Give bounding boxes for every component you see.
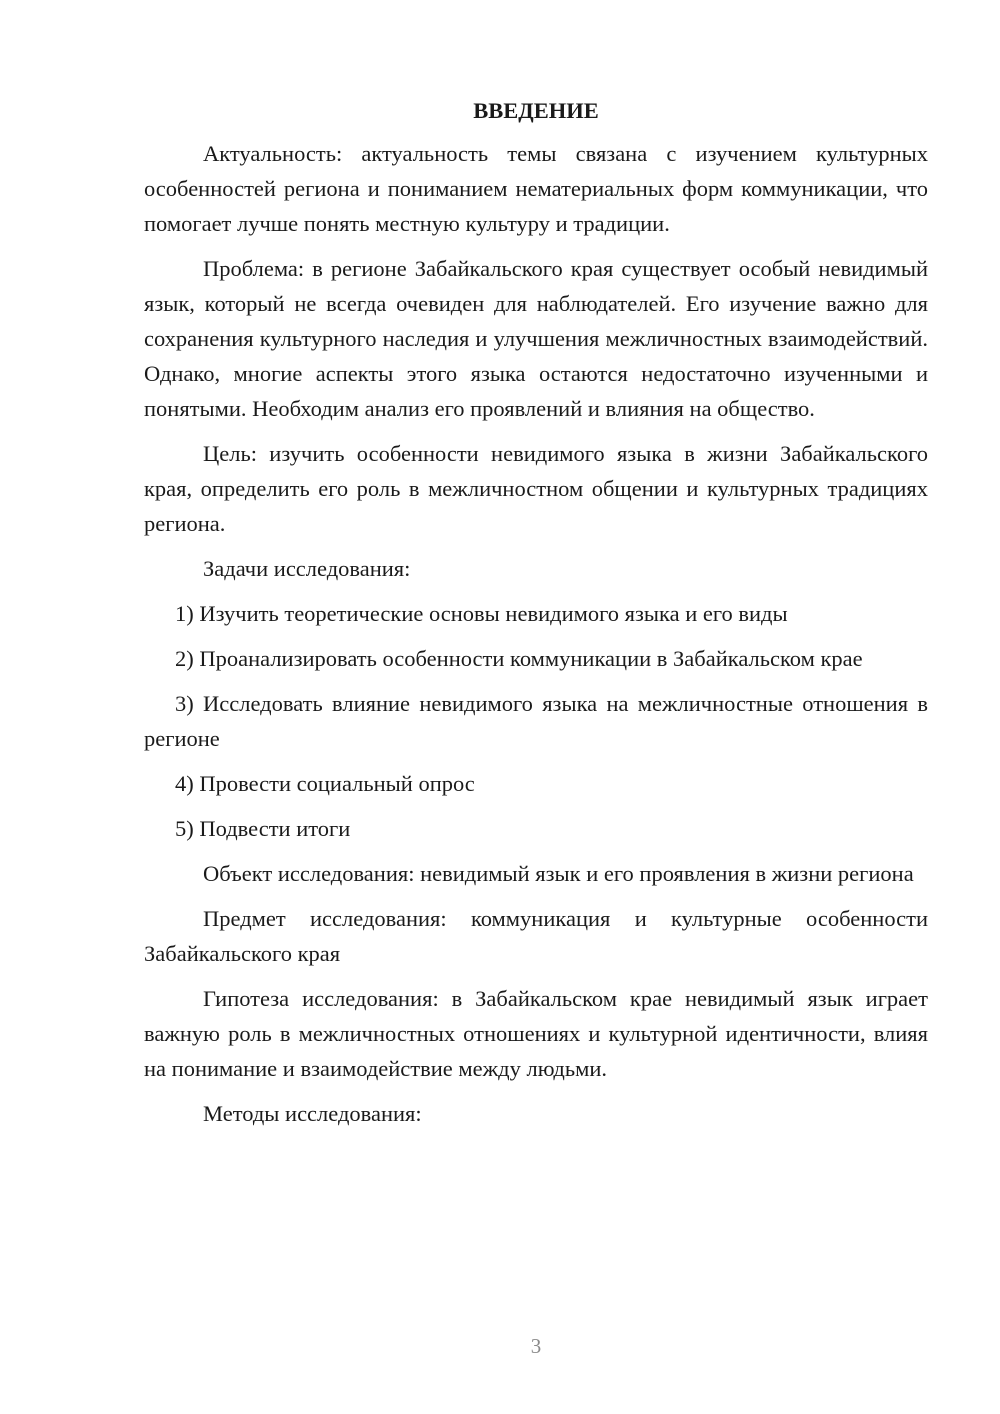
page-title: ВВЕДЕНИЕ — [473, 98, 599, 123]
paragraph-relevance: Актуальность: актуальность темы связана с изучением культурных особенностей региона и пониманием нематериальных форм коммуникации, что помогает лучше понять местную культуру и традиции. — [144, 141, 928, 236]
paragraph-tasks-heading: Задачи исследования: — [203, 556, 411, 581]
paragraph-methods: Методы исследования: — [203, 1101, 422, 1126]
page-number: 3 — [530, 1334, 542, 1358]
task-item-4: 4) Провести социальный опрос — [175, 771, 475, 796]
page-content — [144, 96, 928, 1141]
paragraph-object: Объект исследования: невидимый язык и его проявления в жизни региона — [203, 861, 914, 886]
paragraph-problem: Проблема: в регионе Забайкальского края существует особый невидимый язык, который не всегда очевиден для наблюдателей. Его изучение важно для сохранения культурного наследия и улучшения межличностных взаимодействий. Однако, многие аспекты этого языка остаются недостаточно изученными и понятыми. Необходим анализ его проявлений и влияния на общество. — [144, 256, 928, 421]
task-item-3: 3) Исследовать влияние невидимого языка на межличностные отношения в регионе — [144, 691, 928, 751]
task-item-5: 5) Подвести итоги — [175, 816, 351, 841]
paragraph-hypothesis: Гипотеза исследования: в Забайкальском крае невидимый язык играет важную роль в межличностных отношениях и культурной идентичности, влияя на понимание и взаимодействие между людьми. — [144, 986, 928, 1081]
paragraph-goal: Цель: изучить особенности невидимого языка в жизни Забайкальского края, определить его роль в межличностном общении и культурных традициях региона. — [144, 441, 928, 536]
task-item-2: 2) Проанализировать особенности коммуникации в Забайкальском крае — [175, 646, 863, 671]
task-item-1: 1) Изучить теоретические основы невидимого языка и его виды — [175, 601, 788, 626]
paragraph-subject: Предмет исследования: коммуникация и культурные особенности Забайкальского края — [144, 906, 928, 966]
